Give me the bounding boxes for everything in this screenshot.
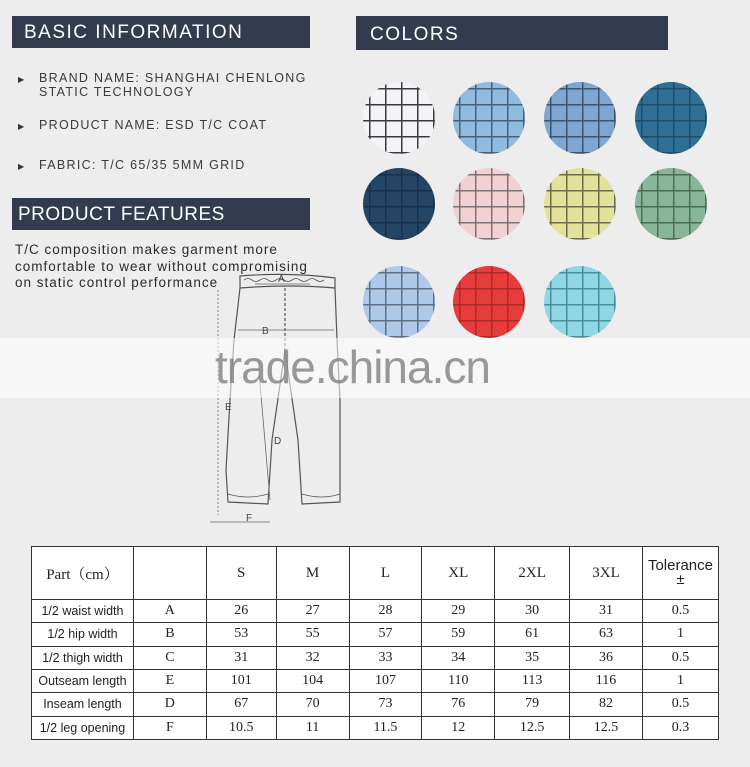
size-value: 82	[570, 693, 643, 716]
tolerance-value: 0.3	[642, 716, 718, 739]
part-code: E	[133, 669, 206, 692]
size-value: 61	[495, 623, 570, 646]
part-code: D	[133, 693, 206, 716]
part-name: 1/2 thigh width	[32, 646, 134, 669]
color-swatch	[453, 266, 525, 338]
diagram-label-f: F	[246, 513, 253, 524]
watermark: trade.china.cn	[215, 341, 490, 393]
diagram-label-d: D	[274, 436, 282, 447]
diagram-label-e: E	[225, 402, 232, 413]
part-name: 1/2 leg opening	[32, 716, 134, 739]
color-swatch	[544, 266, 616, 338]
color-swatch	[363, 168, 435, 240]
size-value: 35	[495, 646, 570, 669]
brand-line-2: STATIC TECHNOLOGY	[39, 85, 195, 99]
size-value: 59	[422, 623, 495, 646]
size-table	[31, 546, 719, 740]
size-value: 12.5	[495, 716, 570, 739]
size-value: 36	[570, 646, 643, 669]
size-value: 70	[276, 693, 349, 716]
bullet-arrow-icon: ▶	[18, 162, 26, 171]
table-row	[32, 669, 719, 692]
tolerance-value: 0.5	[642, 646, 718, 669]
brand-line-1: BRAND NAME: SHANGHAI CHENLONG	[39, 71, 307, 85]
size-table-header-row	[32, 547, 719, 600]
part-code: F	[133, 716, 206, 739]
table-row	[32, 716, 719, 739]
bullet-arrow-icon: ▶	[18, 75, 26, 84]
size-value: 57	[349, 623, 422, 646]
size-value: 30	[495, 600, 570, 623]
part-code: A	[133, 600, 206, 623]
features-line-2: comfortable to wear without compromising	[15, 258, 308, 274]
size-header-s: S	[206, 547, 276, 600]
size-value: 55	[276, 623, 349, 646]
part-name: Inseam length	[32, 693, 134, 716]
size-value: 11	[276, 716, 349, 739]
part-header: Part（cm）	[32, 547, 134, 600]
tolerance-header	[642, 547, 718, 600]
tolerance-label: Tolerance	[647, 557, 713, 574]
fabric-name: FABRIC: T/C 65/35 5MM GRID	[39, 158, 246, 172]
size-header-3xl: 3XL	[570, 547, 643, 600]
size-value: 67	[206, 693, 276, 716]
part-code: C	[133, 646, 206, 669]
table-row	[32, 600, 719, 623]
table-row	[32, 646, 719, 669]
product-name: PRODUCT NAME: ESD T/C COAT	[39, 118, 268, 132]
size-value: 28	[349, 600, 422, 623]
color-swatch	[363, 82, 435, 154]
size-value: 27	[276, 600, 349, 623]
part-name: 1/2 waist width	[32, 600, 134, 623]
colors-header: COLORS	[356, 16, 668, 50]
color-swatch	[453, 82, 525, 154]
size-value: 12	[422, 716, 495, 739]
size-value: 31	[206, 646, 276, 669]
tolerance-value: 0.5	[642, 600, 718, 623]
size-value: 113	[495, 669, 570, 692]
size-value: 116	[570, 669, 643, 692]
tolerance-value: 1	[642, 669, 718, 692]
tolerance-symbol: ±	[676, 571, 685, 588]
table-row	[32, 623, 719, 646]
size-value: 10.5	[206, 716, 276, 739]
color-swatch	[453, 168, 525, 240]
table-row	[32, 693, 719, 716]
color-swatch	[544, 168, 616, 240]
size-value: 34	[422, 646, 495, 669]
diagram-label-a: A	[278, 274, 285, 285]
size-value: 33	[349, 646, 422, 669]
size-header-2xl: 2XL	[495, 547, 570, 600]
pants-diagram	[200, 270, 350, 535]
size-value: 31	[570, 600, 643, 623]
size-value: 53	[206, 623, 276, 646]
tolerance-value: 1	[642, 623, 718, 646]
bullet-arrow-icon: ▶	[18, 122, 26, 131]
size-value: 29	[422, 600, 495, 623]
part-code: B	[133, 623, 206, 646]
basic-information-header: BASIC INFORMATION	[12, 16, 310, 48]
size-value: 79	[495, 693, 570, 716]
size-header-xl: XL	[422, 547, 495, 600]
size-value: 26	[206, 600, 276, 623]
part-name: 1/2 hip width	[32, 623, 134, 646]
size-header-m: M	[276, 547, 349, 600]
size-value: 110	[422, 669, 495, 692]
size-value: 101	[206, 669, 276, 692]
tolerance-value: 0.5	[642, 693, 718, 716]
diagram-label-b: B	[262, 326, 269, 337]
size-value: 63	[570, 623, 643, 646]
size-value: 73	[349, 693, 422, 716]
features-line-3: on static control performance	[15, 275, 219, 290]
size-value: 11.5	[349, 716, 422, 739]
code-header	[133, 547, 206, 600]
size-header-l: L	[349, 547, 422, 600]
color-swatch	[635, 168, 707, 240]
part-name: Outseam length	[32, 669, 134, 692]
size-value: 12.5	[570, 716, 643, 739]
product-features-header: PRODUCT FEATURES	[12, 198, 310, 230]
size-value: 104	[276, 669, 349, 692]
size-value: 32	[276, 646, 349, 669]
color-swatch	[635, 82, 707, 154]
size-value: 76	[422, 693, 495, 716]
size-value: 107	[349, 669, 422, 692]
features-line-1: T/C composition makes garment more	[15, 242, 278, 257]
color-swatch	[363, 266, 435, 338]
color-swatch	[544, 82, 616, 154]
